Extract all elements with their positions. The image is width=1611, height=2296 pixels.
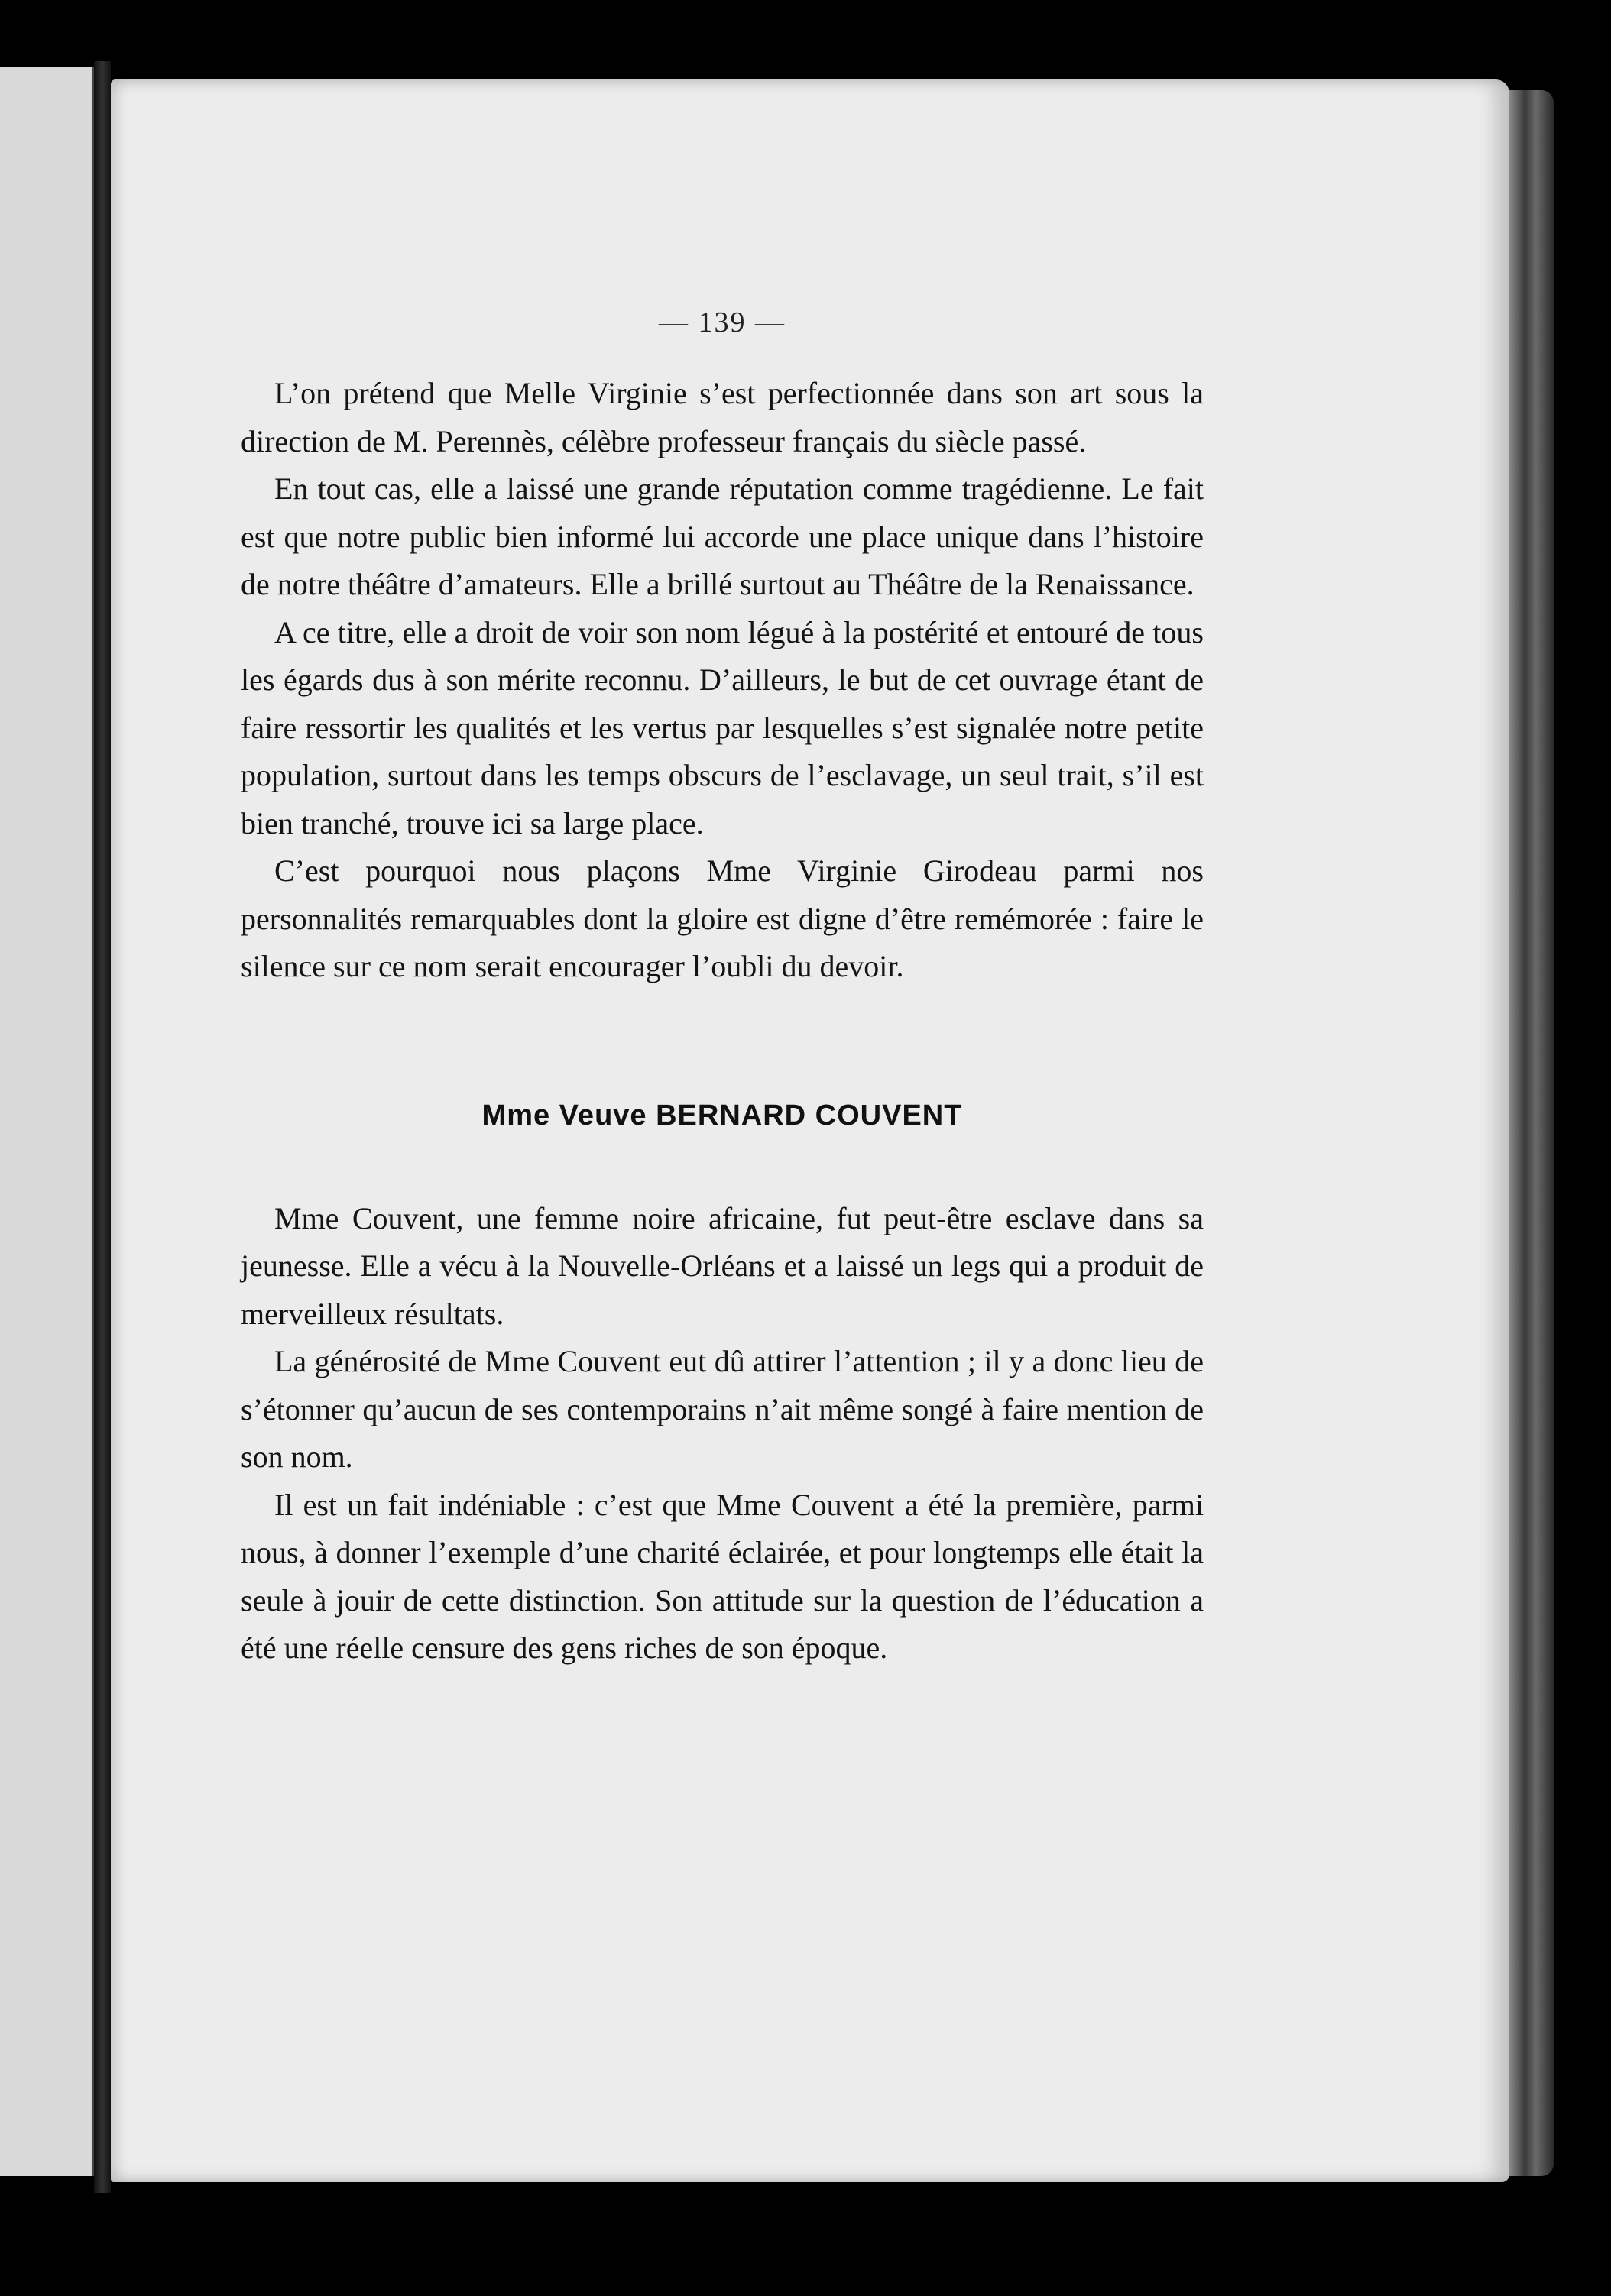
page-number: — 139 — (659, 306, 786, 338)
book-gutter (94, 61, 111, 2193)
paragraph: L’on prétend que Melle Virginie s’est perfectionnée dans son art sous la direction de M. Perennès, célèbre professeur français du siècle passé. (241, 376, 1204, 458)
page-stack-edge (1509, 90, 1554, 2176)
paragraph: En tout cas, elle a laissé une grande réputation comme tragédienne. Le fait est que notre public bien informé lui accorde une place unique dans l’histoire de notre théâtre d’amateurs. Elle a brillé surtout au Théâtre de la Renaissance. (241, 471, 1204, 601)
paragraph: A ce titre, elle a droit de voir son nom légué à la postérité et entouré de tous les égards dus à son mérite reconnu. D’ailleurs, le but de cet ouvrage étant de faire ressortir les qualités et les vertus par lesquelles s’est signalée notre petite population, surtout dans les temps obscurs de l’esclavage, un seul trait, s’il est bien tranché, trouve ici sa large place. (241, 614, 1204, 840)
left-page-edge (0, 67, 94, 2176)
paragraph: C’est pourquoi nous plaçons Mme Virginie Girodeau parmi nos personnalités remarquables dont la gloire est digne d’être remémorée : faire le silence sur ce nom serait encourager l’oubli du devoir. (241, 853, 1204, 983)
page-text-block (241, 306, 1204, 1673)
paragraph: Mme Couvent, une femme noire africaine, fut peut-être esclave dans sa jeunesse. Elle a vécu à la Nouvelle-Orléans et a laissé un legs qui a produit de merveilleux résultats. (241, 1200, 1204, 1331)
paragraph: La générosité de Mme Couvent eut dû attirer l’attention ; il y a donc lieu de s’étonner qu’aucun de ses contemporains n’ait même songé à faire mention de son nom. (241, 1344, 1204, 1474)
section-heading: Mme Veuve BERNARD COUVENT (481, 1099, 963, 1132)
paragraph: Il est un fait indéniable : c’est que Mme Couvent a été la première, parmi nous, à donner l’exemple d’une charité éclairée, et pour longtemps elle était la seule à jouir de cette distinction. Son attitude sur la question de l’éducation a été une réelle censure des gens riches de son époque. (241, 1487, 1204, 1665)
